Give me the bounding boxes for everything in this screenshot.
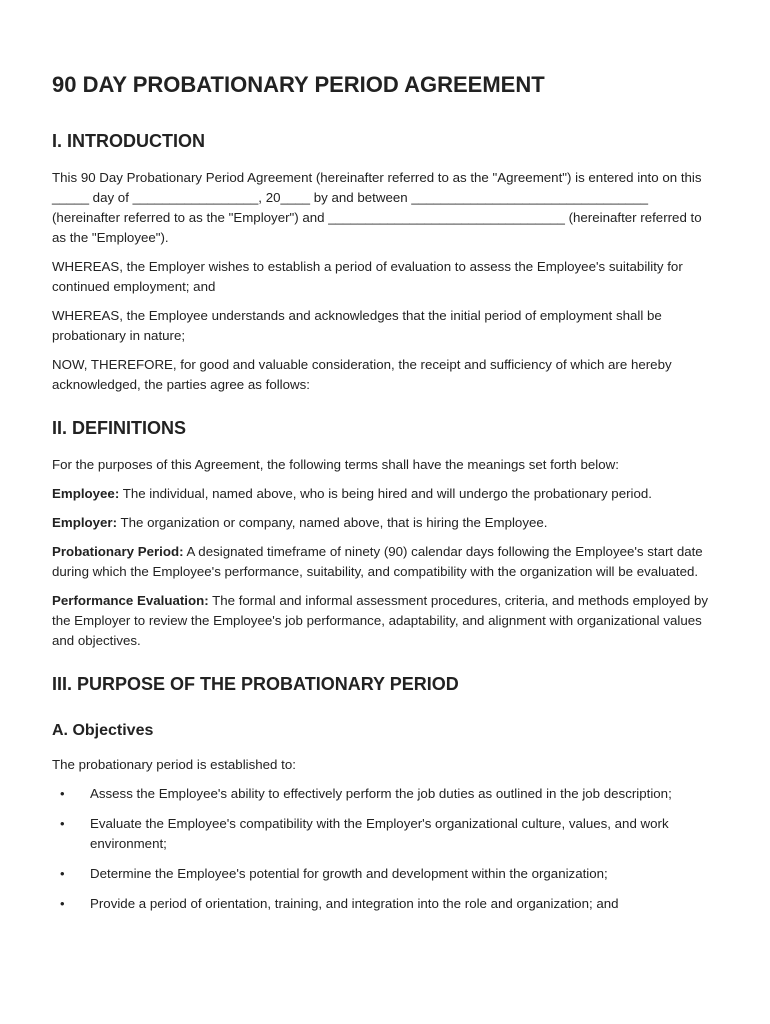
bullet-icon: •: [60, 816, 65, 831]
list-item: [52, 784, 718, 804]
introduction-paragraph: WHEREAS, the Employee understands and acknowledges that the initial period of employment shall be probationary in nature;: [52, 308, 662, 343]
bullet-icon: •: [60, 866, 65, 881]
document-title: 90 DAY PROBATIONARY PERIOD AGREEMENT: [52, 72, 545, 97]
definition-text: The formal and informal assessment procedures, criteria, and methods employed by the Employer to review the Employee's job performance, adaptability, and alignment with organizational values and objectives.: [52, 593, 709, 648]
definition-probationary-period: [52, 542, 718, 582]
bullet-icon: •: [60, 896, 65, 911]
definitions-section: [52, 417, 718, 651]
introduction-heading: I. INTRODUCTION: [52, 131, 205, 151]
definition-text: A designated timeframe of ninety (90) calendar days following the Employee's start date during which the Employee's performance, suitability, and compatibility with the organization will be evaluated.: [52, 544, 703, 579]
list-item: [52, 894, 718, 914]
objectives-heading: A. Objectives: [52, 722, 154, 739]
definition-term: Performance Evaluation:: [52, 593, 209, 608]
introduction-paragraph: This 90 Day Probationary Period Agreement (hereinafter referred to as the "Agreement") is entered into on this _____ day of _________________, 20____ by and between ________________________________ (hereinafter referred to as the "Employer") and ________________________________ (hereinafter referred to as the "Employee").: [52, 170, 702, 245]
list-item-text: Determine the Employee's potential for growth and development within the organization;: [90, 866, 608, 881]
bullet-icon: •: [60, 786, 65, 801]
introduction-paragraph: NOW, THEREFORE, for good and valuable consideration, the receipt and sufficiency of which are hereby acknowledged, the parties agree as follows:: [52, 357, 672, 392]
definitions-heading: II. DEFINITIONS: [52, 418, 187, 438]
list-item-text: Provide a period of orientation, training, and integration into the role and organization; and: [90, 896, 619, 911]
list-item-text: Evaluate the Employee's compatibility with the Employer's organizational culture, values, and work environment;: [90, 816, 669, 851]
definition-term: Employee:: [52, 486, 120, 501]
list-item: [52, 864, 718, 884]
list-item-text: Assess the Employee's ability to effectively perform the job duties as outlined in the job description;: [90, 786, 672, 801]
introduction-paragraph: WHEREAS, the Employer wishes to establish a period of evaluation to assess the Employee's suitability for continued employment; and: [52, 259, 683, 294]
definition-performance-evaluation: [52, 591, 718, 651]
purpose-heading: III. PURPOSE OF THE PROBATIONARY PERIOD: [52, 674, 459, 694]
definition-term: Probationary Period:: [52, 544, 184, 559]
definition-employer: [52, 513, 718, 533]
introduction-section: [52, 130, 718, 395]
purpose-section: [52, 673, 718, 914]
objectives-intro: The probationary period is established to:: [52, 757, 296, 772]
definition-term: Employer:: [52, 515, 118, 530]
definition-text: The individual, named above, who is being hired and will undergo the probationary period.: [119, 486, 652, 501]
definition-employee: [52, 484, 718, 504]
definition-text: The organization or company, named above, that is hiring the Employee.: [117, 515, 548, 530]
definitions-intro: For the purposes of this Agreement, the following terms shall have the meanings set forth below:: [52, 457, 619, 472]
objectives-list: [52, 784, 718, 914]
list-item: [52, 814, 718, 854]
